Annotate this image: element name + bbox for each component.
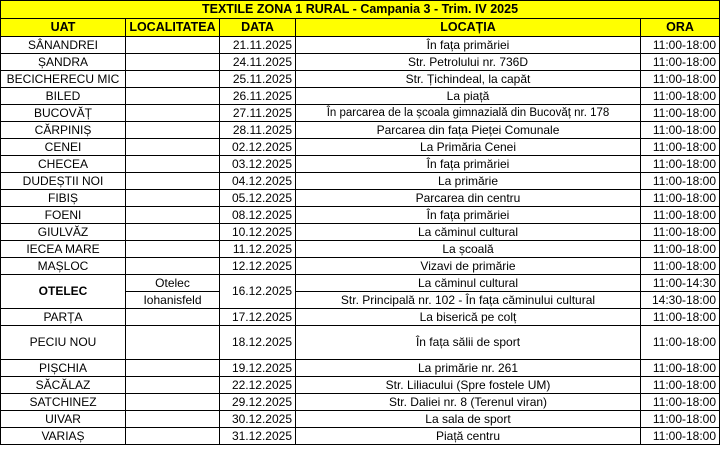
cell-ora: 11:00-18:00 [641, 309, 720, 326]
cell-data: 28.11.2025 [220, 122, 296, 139]
table-row [1, 309, 720, 326]
cell-locatia: Str. Daliei nr. 8 (Terenul viran) [296, 394, 641, 411]
cell-locatia: Str. Petrolului nr. 736D [296, 54, 641, 71]
cell-locatia: La sala de sport [296, 411, 641, 428]
table-row [1, 71, 720, 88]
cell-ora: 11:00-18:00 [641, 190, 720, 207]
cell-ora: 11:00-18:00 [641, 224, 720, 241]
header-data: DATA [220, 19, 296, 37]
table-row [1, 326, 720, 360]
cell-uat: ȘANDRA [1, 54, 126, 71]
cell-data: 30.12.2025 [220, 411, 296, 428]
cell-locatia: La căminul cultural [296, 275, 641, 292]
cell-ora: 11:00-18:00 [641, 241, 720, 258]
cell-ora: 11:00-18:00 [641, 394, 720, 411]
cell-data: 05.12.2025 [220, 190, 296, 207]
cell-uat: SĂCĂLAZ [1, 377, 126, 394]
cell-localitatea [126, 139, 220, 156]
cell-data: 10.12.2025 [220, 224, 296, 241]
cell-localitatea [126, 309, 220, 326]
cell-localitatea [126, 428, 220, 445]
cell-locatia: În fața sălii de sport [296, 326, 641, 360]
cell-data: 26.11.2025 [220, 88, 296, 105]
cell-ora: 11:00-18:00 [641, 377, 720, 394]
table-row [1, 122, 720, 139]
table-row [1, 360, 720, 377]
cell-localitatea [126, 360, 220, 377]
cell-data: 11.12.2025 [220, 241, 296, 258]
cell-localitatea [126, 377, 220, 394]
cell-ora: 11:00-14:30 [641, 275, 720, 292]
cell-localitatea [126, 411, 220, 428]
cell-data: 22.12.2025 [220, 377, 296, 394]
cell-ora: 11:00-18:00 [641, 428, 720, 445]
cell-uat: PECIU NOU [1, 326, 126, 360]
cell-data: 31.12.2025 [220, 428, 296, 445]
cell-uat: IECEA MARE [1, 241, 126, 258]
cell-localitatea [126, 190, 220, 207]
cell-localitatea [126, 37, 220, 54]
cell-locatia: La biserică pe colț [296, 309, 641, 326]
cell-ora: 11:00-18:00 [641, 54, 720, 71]
table-row [1, 105, 720, 122]
cell-locatia: Parcarea din fața Pieței Comunale [296, 122, 641, 139]
cell-uat: BILED [1, 88, 126, 105]
cell-locatia: La căminul cultural [296, 224, 641, 241]
table-row [1, 428, 720, 445]
title-row [1, 1, 720, 19]
cell-uat: SÂNANDREI [1, 37, 126, 54]
cell-uat: UIVAR [1, 411, 126, 428]
cell-ora: 11:00-18:00 [641, 156, 720, 173]
cell-locatia: La primărie [296, 173, 641, 190]
table-row [1, 224, 720, 241]
table-row [1, 88, 720, 105]
cell-ora: 11:00-18:00 [641, 326, 720, 360]
cell-uat: CHECEA [1, 156, 126, 173]
table-row [1, 411, 720, 428]
cell-uat: SATCHINEZ [1, 394, 126, 411]
cell-data: 03.12.2025 [220, 156, 296, 173]
cell-localitatea [126, 326, 220, 360]
cell-localitatea [126, 224, 220, 241]
cell-localitatea [126, 258, 220, 275]
cell-locatia: În fața primăriei [296, 37, 641, 54]
table-row [1, 54, 720, 71]
header-uat: UAT [1, 19, 126, 37]
cell-locatia: În fața primăriei [296, 156, 641, 173]
table-row [1, 258, 720, 275]
cell-locatia: Vizavi de primărie [296, 258, 641, 275]
cell-locatia: În fața primăriei [296, 207, 641, 224]
table-row [1, 207, 720, 224]
cell-ora: 11:00-18:00 [641, 37, 720, 54]
cell-uat: BUCOVĂȚ [1, 105, 126, 122]
table-row [1, 139, 720, 156]
cell-data: 19.12.2025 [220, 360, 296, 377]
cell-locatia: La primărie nr. 261 [296, 360, 641, 377]
cell-data: 21.11.2025 [220, 37, 296, 54]
cell-data: 02.12.2025 [220, 139, 296, 156]
cell-locatia: Str. Principală nr. 102 - În fața căminului cultural [296, 292, 641, 309]
cell-uat: BECICHERECU MIC [1, 71, 126, 88]
table-row [1, 377, 720, 394]
table-row [1, 173, 720, 190]
cell-localitatea [126, 207, 220, 224]
cell-ora: 11:00-18:00 [641, 360, 720, 377]
cell-data: 25.11.2025 [220, 71, 296, 88]
cell-ora: 11:00-18:00 [641, 71, 720, 88]
cell-uat: PIȘCHIA [1, 360, 126, 377]
cell-uat: GIULVĂZ [1, 224, 126, 241]
cell-localitatea [126, 71, 220, 88]
cell-locatia: Str. Liliacului (Spre fostele UM) [296, 377, 641, 394]
cell-locatia: În parcarea de la școala gimnazială din Bucovăț nr. 178 [296, 105, 641, 122]
cell-uat: FOENI [1, 207, 126, 224]
header-row [1, 19, 720, 37]
cell-locatia: Str. Țichindeal, la capăt [296, 71, 641, 88]
cell-localitatea [126, 241, 220, 258]
cell-localitatea [126, 122, 220, 139]
cell-uat: DUDEȘTII NOI [1, 173, 126, 190]
cell-uat: FIBIȘ [1, 190, 126, 207]
table-row [1, 190, 720, 207]
table-row [1, 37, 720, 54]
header-ora: ORA [641, 19, 720, 37]
cell-data: 04.12.2025 [220, 173, 296, 190]
cell-uat-otelec: OTELEC [1, 275, 126, 309]
cell-locatia: Parcarea din centru [296, 190, 641, 207]
cell-uat: MAȘLOC [1, 258, 126, 275]
cell-data: 18.12.2025 [220, 326, 296, 360]
table-title: TEXTILE ZONA 1 RURAL - Campania 3 - Trim. IV 2025 [1, 1, 720, 19]
cell-ora: 11:00-18:00 [641, 122, 720, 139]
table-row [1, 394, 720, 411]
cell-uat: CENEI [1, 139, 126, 156]
cell-data: 08.12.2025 [220, 207, 296, 224]
cell-localitatea [126, 394, 220, 411]
cell-localitatea [126, 105, 220, 122]
header-locatia: LOCAȚIA [296, 19, 641, 37]
cell-localitatea: Iohanisfeld [126, 292, 220, 309]
cell-ora: 11:00-18:00 [641, 207, 720, 224]
cell-data: 16.12.2025 [220, 275, 296, 309]
cell-ora: 11:00-18:00 [641, 139, 720, 156]
cell-localitatea [126, 54, 220, 71]
cell-ora: 11:00-18:00 [641, 88, 720, 105]
cell-ora: 11:00-18:00 [641, 258, 720, 275]
cell-ora: 11:00-18:00 [641, 105, 720, 122]
cell-data: 29.12.2025 [220, 394, 296, 411]
cell-data: 12.12.2025 [220, 258, 296, 275]
cell-data: 27.11.2025 [220, 105, 296, 122]
cell-locatia: La piață [296, 88, 641, 105]
table-row-otelec-1 [1, 275, 720, 292]
cell-localitatea [126, 173, 220, 190]
cell-uat: PARȚA [1, 309, 126, 326]
cell-uat: CĂRPINIȘ [1, 122, 126, 139]
cell-ora: 11:00-18:00 [641, 411, 720, 428]
cell-localitatea [126, 88, 220, 105]
cell-locatia: La Primăria Cenei [296, 139, 641, 156]
cell-data: 24.11.2025 [220, 54, 296, 71]
cell-locatia: La școală [296, 241, 641, 258]
cell-uat: VARIAȘ [1, 428, 126, 445]
cell-data: 17.12.2025 [220, 309, 296, 326]
cell-locatia: Piață centru [296, 428, 641, 445]
cell-localitatea: Otelec [126, 275, 220, 292]
header-localitatea: LOCALITATEA [126, 19, 220, 37]
table-row [1, 156, 720, 173]
table-row [1, 241, 720, 258]
cell-ora: 14:30-18:00 [641, 292, 720, 309]
cell-ora: 11:00-18:00 [641, 173, 720, 190]
cell-localitatea [126, 156, 220, 173]
